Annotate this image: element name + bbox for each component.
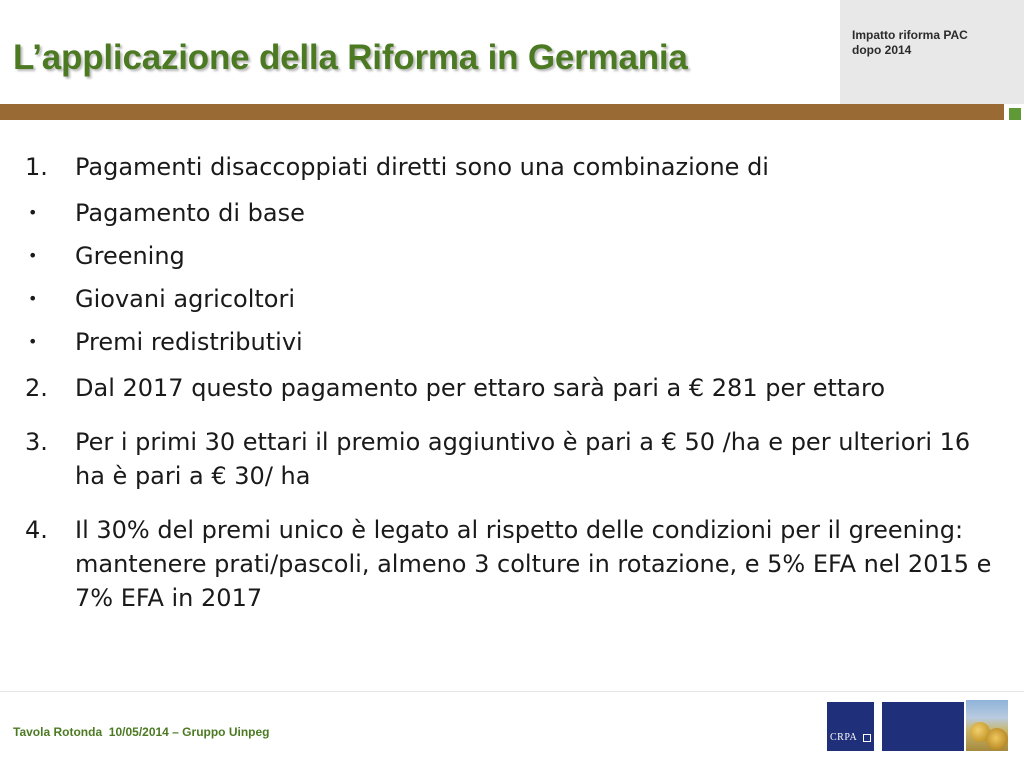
list-item-text: Dal 2017 questo pagamento per ettaro sarà pari a € 281 per ettaro: [75, 374, 886, 402]
header-divider-bar: [0, 104, 1004, 120]
list-item-4: [25, 513, 1005, 615]
slide-title: L’applicazione della Riforma in Germania: [13, 38, 688, 77]
list-item-text: Il 30% del premi unico è legato al rispetto delle condizioni per il greening: mantenere prati/pascoli, almeno 3 colture in rotazione, e 5% EFA nel 2015 e 7% EFA in 2017: [75, 516, 992, 612]
bullet-item-text: Premi redistributivi: [75, 328, 303, 356]
footer-text: Tavola Rotonda 10/05/2014 – Gruppo Uinpeg: [13, 725, 270, 739]
list-marker: 3.: [25, 428, 48, 456]
list-marker: 2.: [25, 374, 48, 402]
bullet-item-text: Giovani agricoltori: [75, 285, 296, 313]
list-item-1: [25, 150, 1005, 184]
hay-bales-photo: [966, 700, 1008, 751]
list-marker: 4.: [25, 516, 48, 544]
accent-square: [1009, 108, 1021, 120]
crpa-logo-text: CRPA: [830, 732, 858, 743]
list-marker: 1.: [25, 153, 48, 181]
hay-bale-icon: [986, 728, 1008, 750]
bullet-item: [25, 196, 1005, 230]
bullet-item-text: Greening: [75, 242, 185, 270]
list-item-2: [25, 371, 1005, 405]
bullet-item: [25, 282, 1005, 316]
content-list: [25, 150, 1005, 615]
list-item-text: Per i primi 30 ettari il premio aggiuntivo è pari a € 50 /ha e per ulteriori 16 ha è pari a € 30/ ha: [75, 428, 971, 490]
bullet-marker: •: [28, 246, 38, 265]
bullet-item: [25, 325, 1005, 359]
bullet-item: [25, 239, 1005, 273]
crpa-logo: [827, 702, 874, 751]
logo-mark-icon: [863, 734, 871, 742]
footer-divider: [0, 691, 1024, 692]
corner-label-line1: Impatto riforma PAC: [852, 28, 968, 42]
bullet-marker: •: [28, 332, 38, 351]
bullet-item-text: Pagamento di base: [75, 199, 305, 227]
bullet-marker: •: [28, 289, 38, 308]
list-item-text: Pagamenti disaccoppiati diretti sono una combinazione di: [75, 153, 769, 181]
corner-label-line2: dopo 2014: [852, 43, 912, 57]
footer-blue-panel: [882, 702, 964, 751]
bullet-marker: •: [28, 203, 38, 222]
corner-label: [852, 28, 1012, 58]
list-item-3: [25, 425, 1005, 493]
